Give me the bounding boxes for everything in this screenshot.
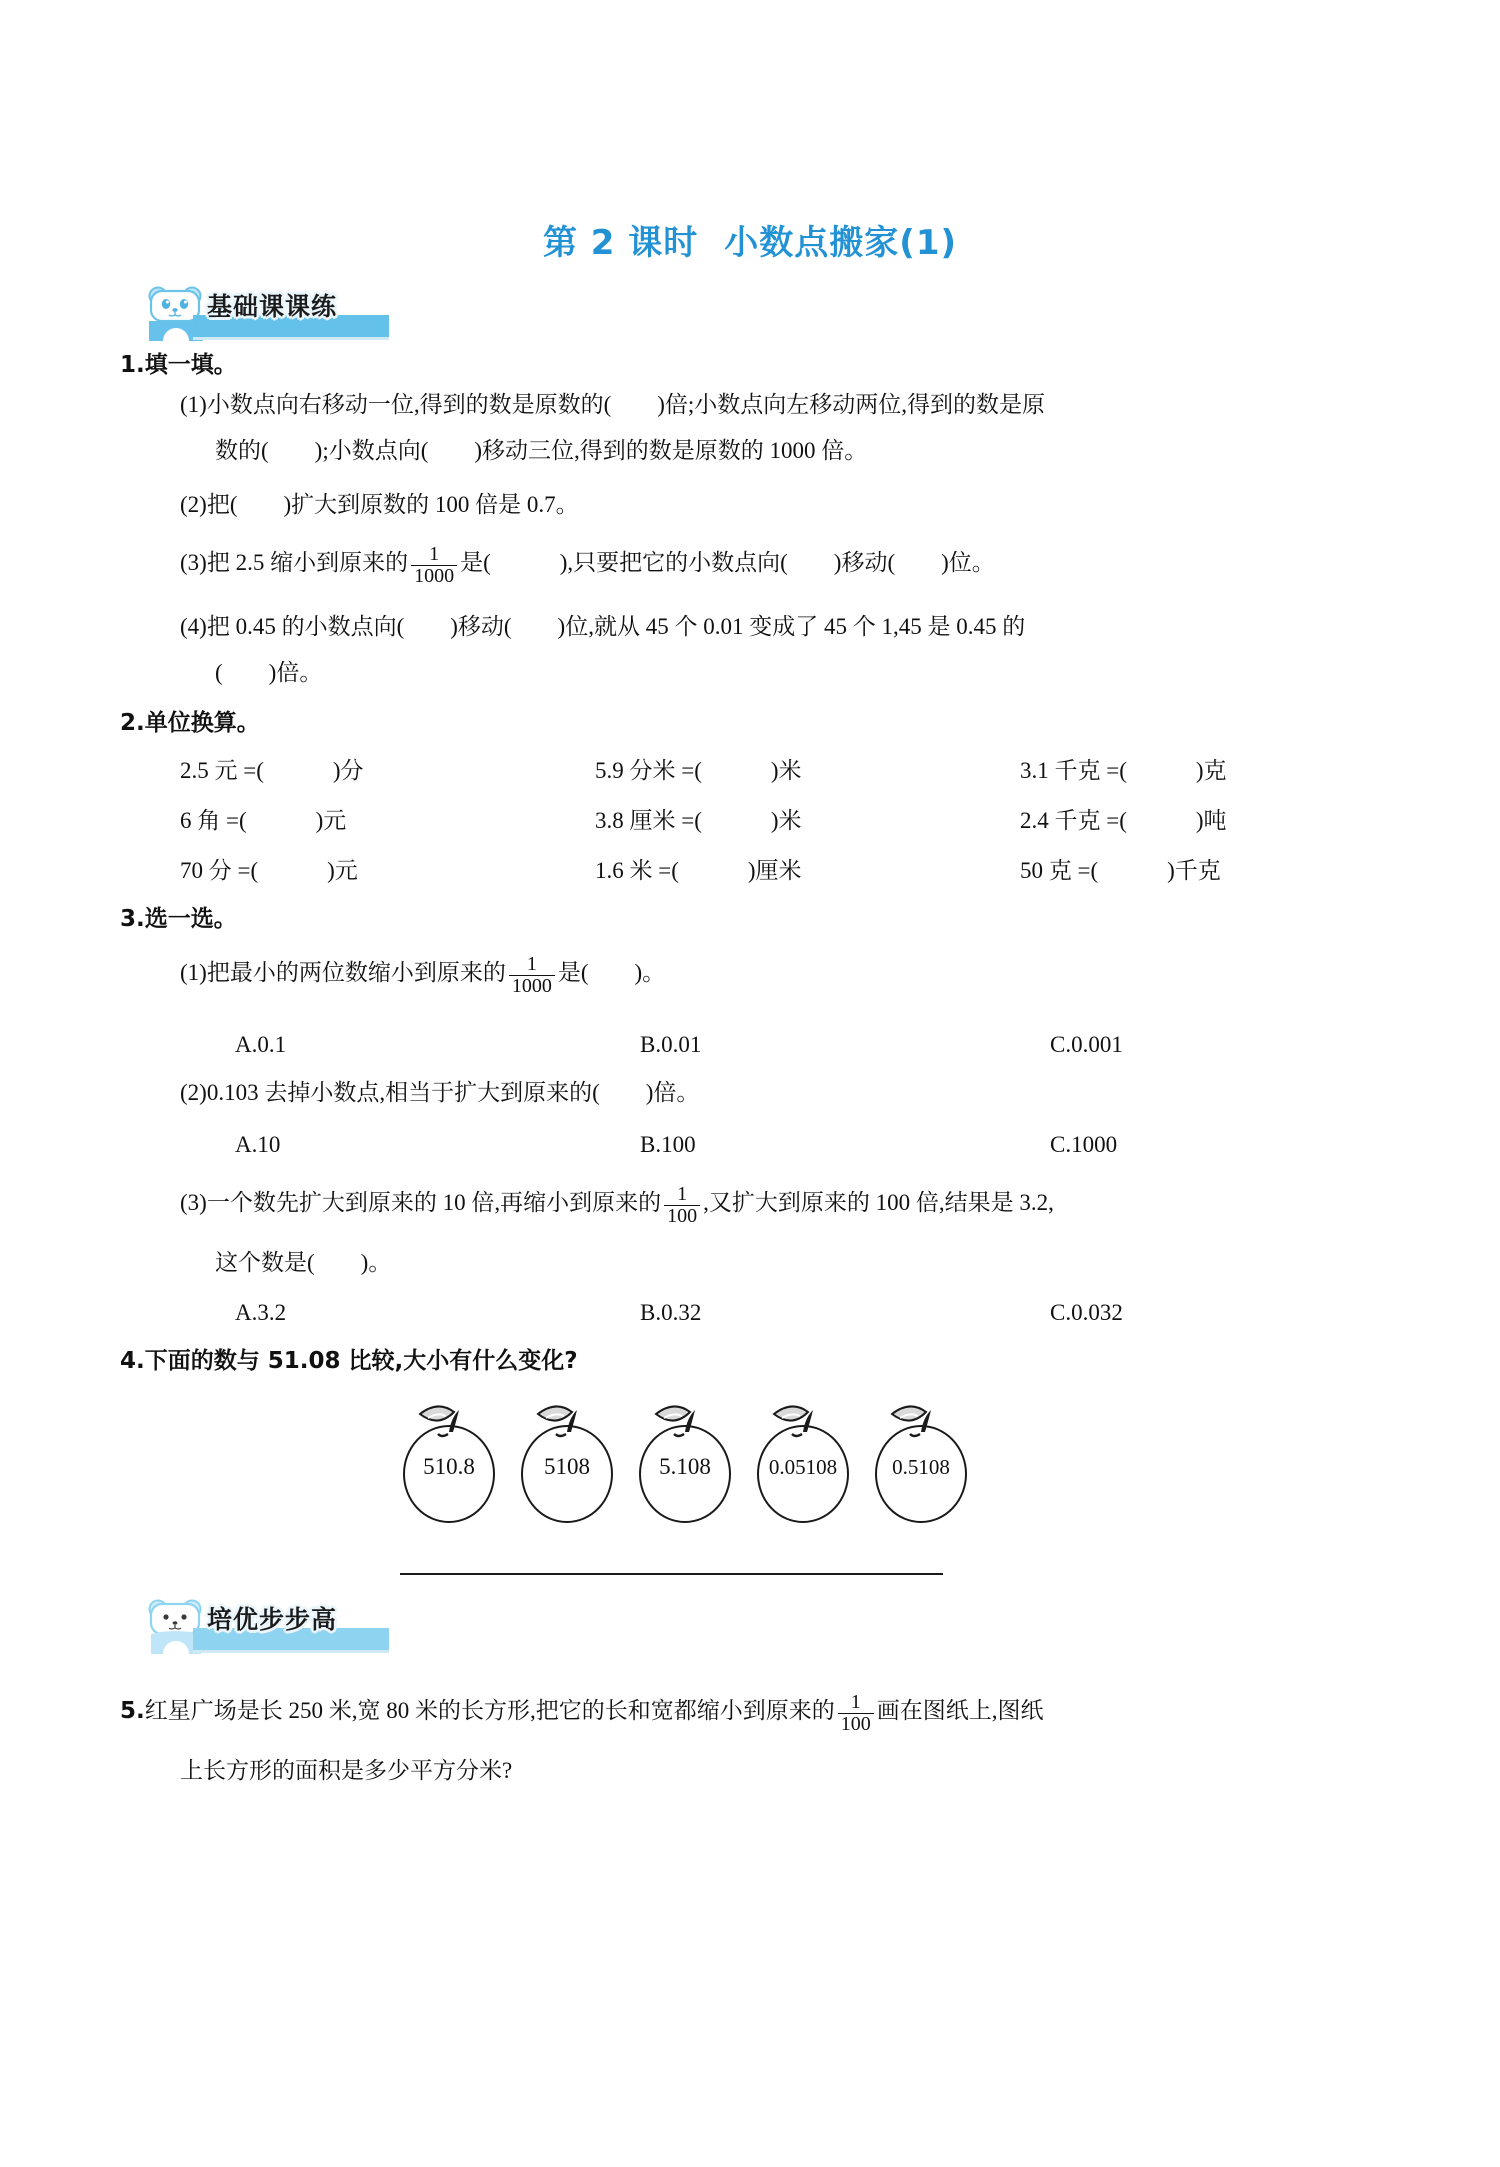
unit-conv-r1c1: 2.5 元 =( )分 — [180, 758, 364, 783]
unit-conv-r1c2: 5.9 分米 =( )米 — [595, 758, 802, 783]
question-3-sub-3-option-a[interactable]: A.3.2 — [235, 1300, 287, 1325]
question-1-number: 1. — [120, 352, 145, 378]
question-3-sub-2: (2)0.103 去掉小数点,相当于扩大到原来的( )倍。 — [180, 1080, 700, 1105]
fraction-one-thousandth — [411, 544, 457, 587]
fraction-numerator: 1 — [677, 1183, 688, 1206]
question-5-number: 5. — [120, 1698, 145, 1724]
question-4-number: 4. — [120, 1348, 145, 1374]
fraction-denominator: 100 — [664, 1205, 700, 1227]
question-1-item-2: (2)把( )扩大到原数的 100 倍是 0.7。 — [180, 492, 579, 517]
apple-item — [508, 1388, 626, 1528]
page-title — [0, 215, 1500, 264]
question-4-heading — [120, 1338, 578, 1384]
apple-value: 510.8 — [423, 1454, 475, 1479]
fraction-numerator: 1 — [850, 1691, 861, 1714]
question-1-item-3 — [180, 540, 995, 588]
fraction-one-hundredth-2 — [838, 1692, 874, 1735]
question-3-sub-1 — [180, 950, 665, 998]
fraction-denominator: 1000 — [411, 565, 457, 587]
answer-line[interactable] — [500, 1573, 618, 1575]
question-2-heading — [120, 700, 260, 746]
apple-value: 5108 — [544, 1454, 590, 1479]
fraction-numerator: 1 — [429, 543, 440, 566]
question-3-sub-3-line-1 — [180, 1180, 1054, 1228]
question-3-sub-2-option-b[interactable]: B.100 — [640, 1132, 696, 1157]
unit-conv-r2c1: 6 角 =( )元 — [180, 808, 347, 833]
answer-line[interactable] — [715, 1573, 833, 1575]
question-5-post: 画在图纸上,图纸 — [876, 1698, 1044, 1723]
apple-value: 0.5108 — [892, 1454, 950, 1479]
question-2-title: 单位换算。 — [144, 710, 260, 736]
section-badge-basic-label: 基础课课练 — [207, 292, 338, 321]
apple-item — [390, 1388, 508, 1528]
page-title-topic: 小数点搬家(1) — [724, 223, 958, 263]
section-badge-basic — [145, 285, 435, 341]
question-3-sub-1-option-a[interactable]: A.0.1 — [235, 1032, 287, 1057]
question-3-sub-1-pre: (1)把最小的两位数缩小到原来的 — [180, 960, 506, 985]
question-3-sub-3-option-b[interactable]: B.0.32 — [640, 1300, 702, 1325]
question-3-heading — [120, 896, 237, 942]
question-4-title: 下面的数与 51.08 比较,大小有什么变化? — [144, 1348, 578, 1374]
question-3-sub-1-option-c[interactable]: C.0.001 — [1050, 1032, 1123, 1057]
question-5-pre: 红星广场是长 250 米,宽 80 米的长方形,把它的长和宽都缩小到原来的 — [144, 1698, 835, 1723]
fraction-one-thousandth-2 — [509, 954, 555, 997]
question-3-sub-2-option-a[interactable]: A.10 — [235, 1132, 281, 1157]
question-1-item-4a: (4)把 0.45 的小数点向( )移动( )位,就从 45 个 0.01 变成了 45 个 1,45 是 0.45 的 — [180, 614, 1026, 639]
question-3-sub-2-option-c[interactable]: C.1000 — [1050, 1132, 1118, 1157]
question-1-item-1b: 数的( );小数点向( )移动三位,得到的数是原数的 1000 倍。 — [215, 438, 868, 463]
answer-line[interactable] — [825, 1573, 943, 1575]
question-1-item-3-post: 是( ),只要把它的小数点向( )移动( )位。 — [460, 550, 995, 575]
question-3-sub-1-post: 是( )。 — [557, 960, 666, 985]
section-badge-advanced — [145, 1598, 435, 1654]
question-1-item-4b: ( )倍。 — [215, 660, 323, 685]
unit-conv-r3c3: 50 克 =( )千克 — [1020, 858, 1221, 883]
question-2-number: 2. — [120, 710, 145, 736]
question-3-sub-3-line-2: 这个数是( )。 — [215, 1250, 392, 1275]
fraction-denominator: 100 — [838, 1713, 874, 1735]
unit-conv-r3c1: 70 分 =( )元 — [180, 858, 358, 883]
question-5-line-1 — [120, 1688, 1044, 1736]
apple-row — [390, 1388, 980, 1528]
answer-line[interactable] — [605, 1573, 723, 1575]
question-3-title: 选一选。 — [144, 906, 237, 932]
page-title-lesson: 第 2 课时 — [542, 223, 699, 263]
question-1-item-3-pre: (3)把 2.5 缩小到原来的 — [180, 550, 409, 575]
apple-value: 0.05108 — [768, 1454, 838, 1479]
apple-item — [862, 1388, 980, 1528]
question-3-sub-3-option-c[interactable]: C.0.032 — [1050, 1300, 1123, 1325]
unit-conv-r2c3: 2.4 千克 =( )吨 — [1020, 808, 1227, 833]
question-3-number: 3. — [120, 906, 145, 932]
question-5-line-2: 上长方形的面积是多少平方分米? — [180, 1758, 513, 1783]
apple-item — [744, 1388, 862, 1528]
question-3-sub-3-pre: (3)一个数先扩大到原来的 10 倍,再缩小到原来的 — [180, 1190, 662, 1215]
fraction-denominator: 1000 — [509, 975, 555, 997]
question-1-item-1a: (1)小数点向右移动一位,得到的数是原数的( )倍;小数点向左移动两位,得到的数是原 — [180, 392, 1046, 417]
unit-conv-r1c3: 3.1 千克 =( )克 — [1020, 758, 1227, 783]
unit-conv-r2c2: 3.8 厘米 =( )米 — [595, 808, 802, 833]
question-1-title: 填一填。 — [144, 352, 237, 378]
question-3-sub-3-post: ,又扩大到原来的 100 倍,结果是 3.2, — [703, 1190, 1054, 1215]
question-3-sub-1-option-b[interactable]: B.0.01 — [640, 1032, 702, 1057]
unit-conv-r3c2: 1.6 米 =( )厘米 — [595, 858, 802, 883]
section-badge-advanced-label: 培优步步高 — [207, 1605, 338, 1634]
apple-value: 5.108 — [659, 1454, 711, 1479]
fraction-one-hundredth — [664, 1184, 700, 1227]
fraction-numerator: 1 — [526, 953, 537, 976]
apple-item — [626, 1388, 744, 1528]
